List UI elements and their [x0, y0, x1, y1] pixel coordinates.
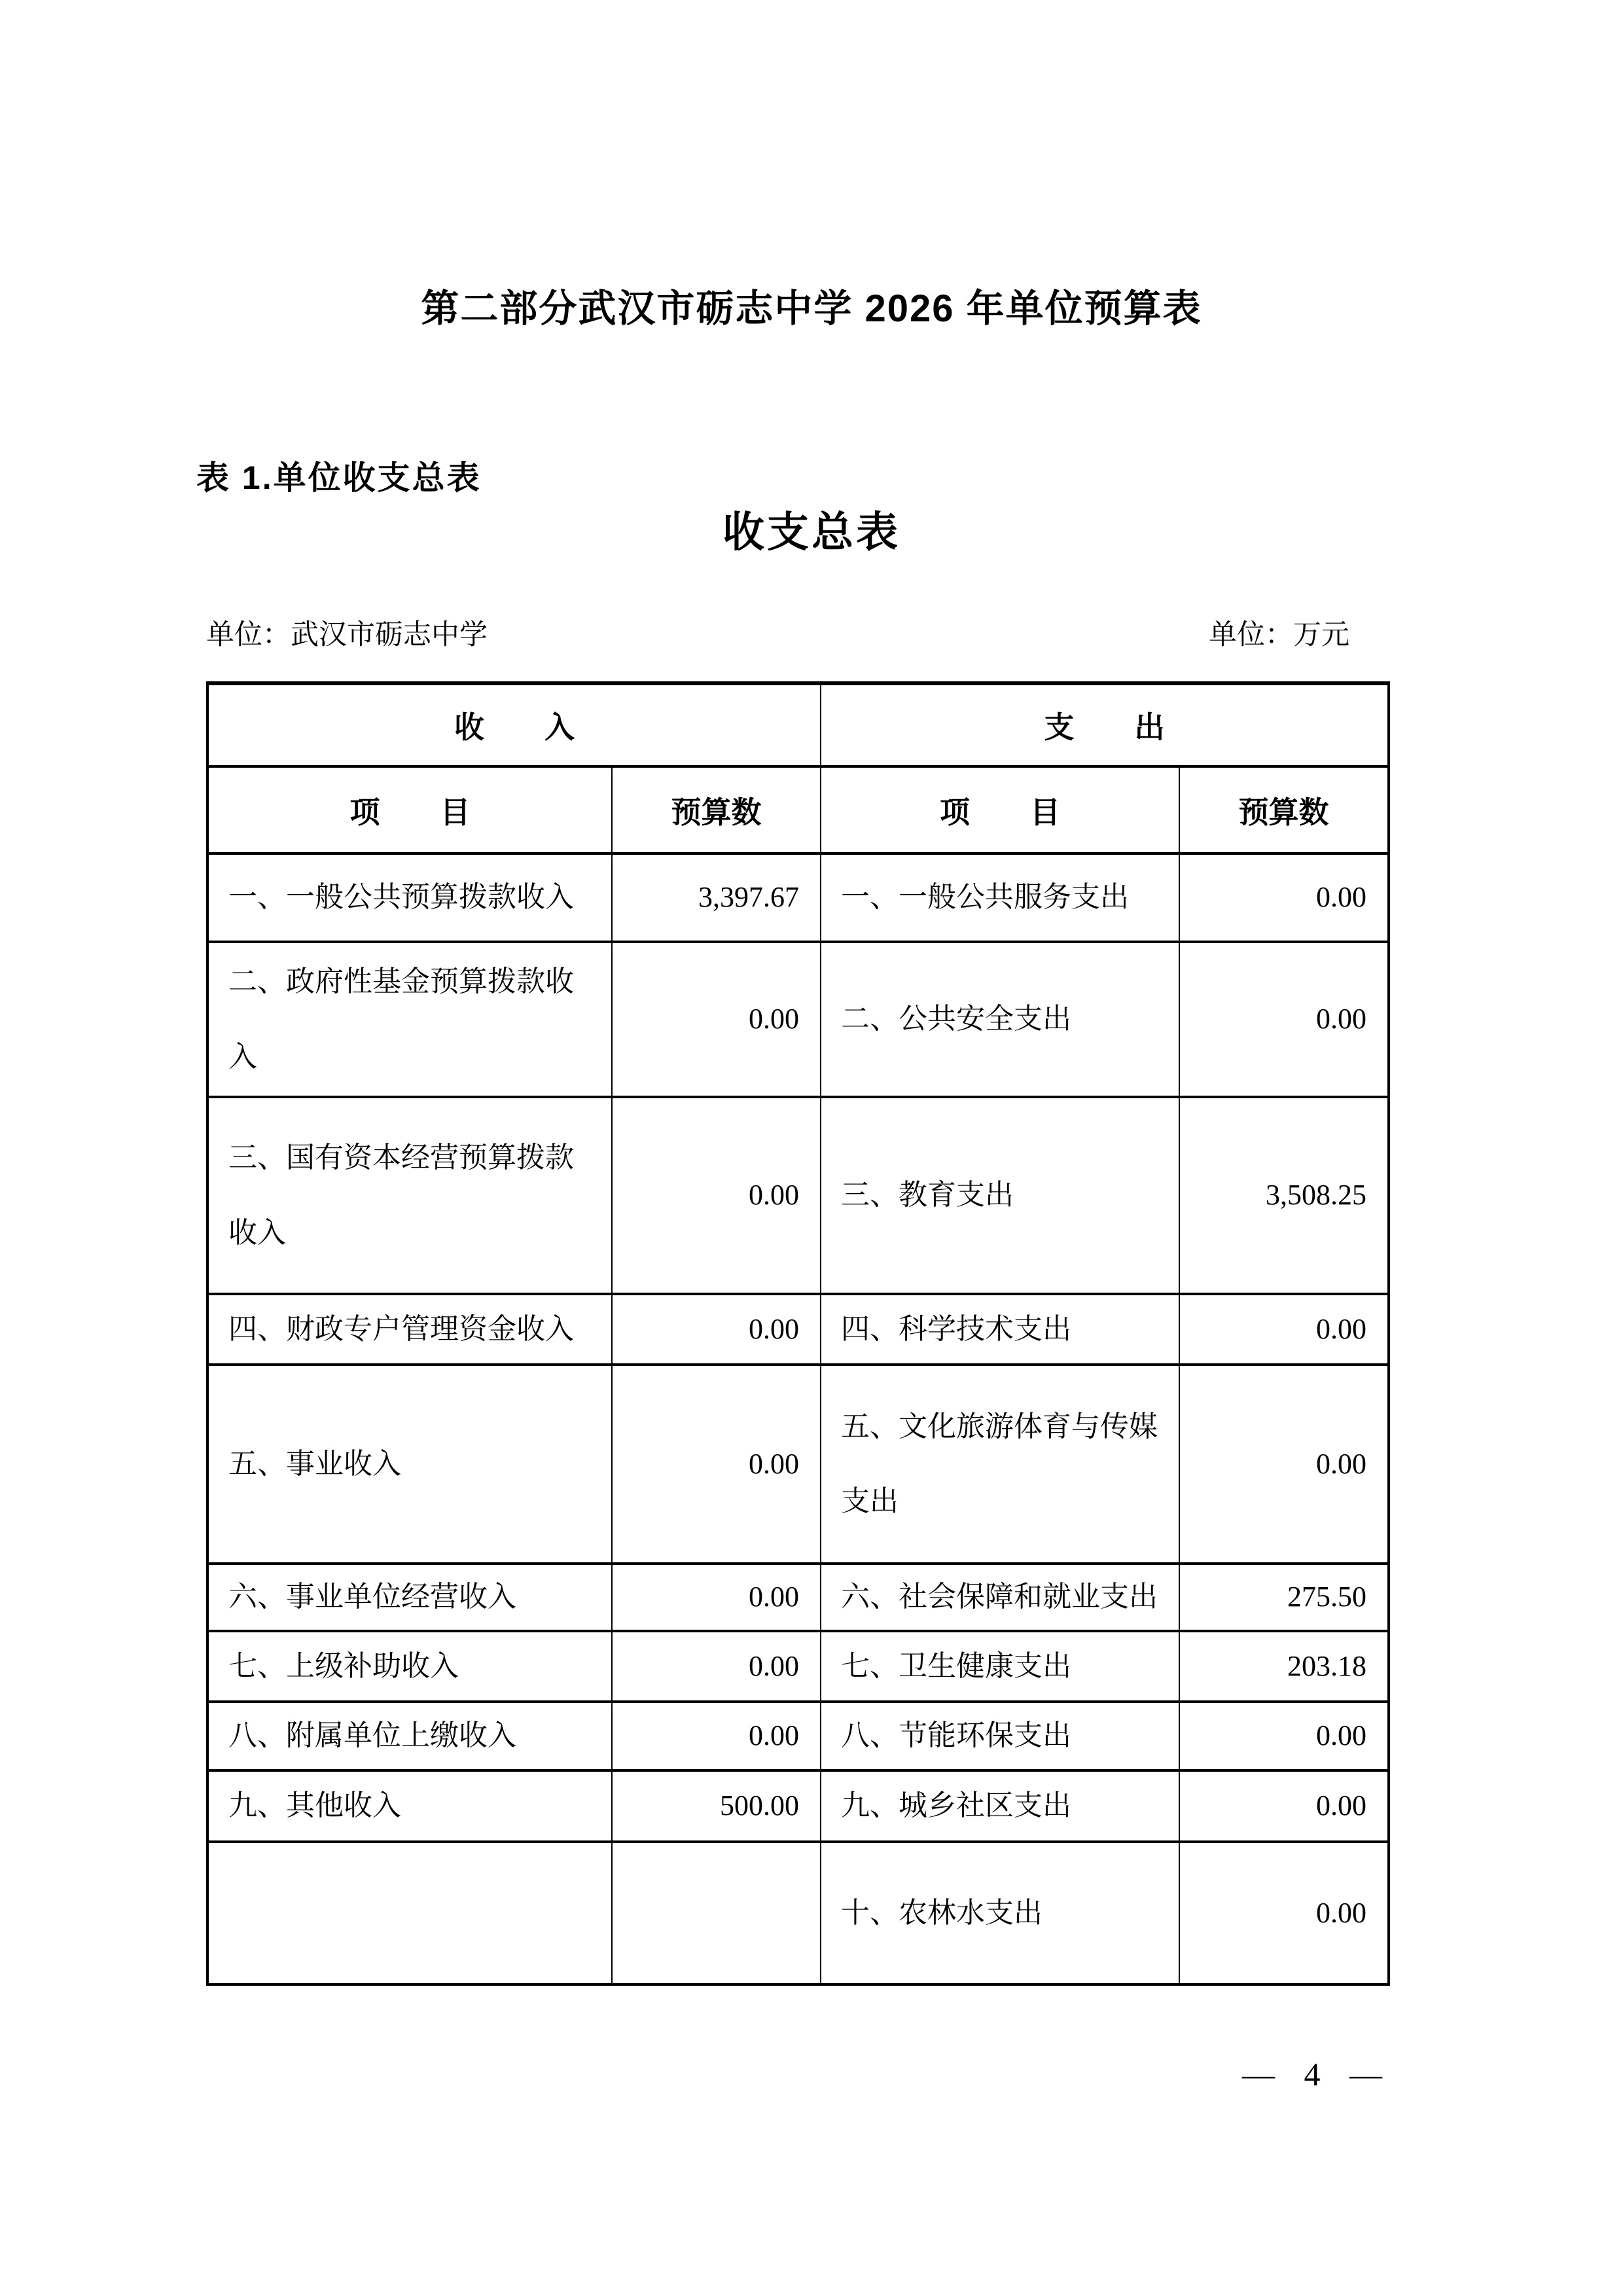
expense-value-cell: 275.50	[1287, 1581, 1366, 1613]
expense-item-cell: 一、一般公共服务支出	[821, 855, 1180, 941]
unit-currency: 单位：万元	[1209, 620, 1349, 651]
expense-value-cell: 3,508.25	[1266, 1179, 1366, 1211]
expense-budget-header: 预算数	[1238, 795, 1329, 829]
table-column-header-row	[209, 768, 1387, 855]
income-item-header: 项 目	[209, 768, 613, 852]
income-value-cell: 0.00	[613, 943, 821, 1096]
income-value-cell: 0.00	[613, 1098, 821, 1293]
income-value-cell: 0.00	[613, 1366, 821, 1562]
expense-item-cell: 九、城乡社区支出	[821, 1772, 1180, 1840]
expense-group-header: 支 出	[1044, 710, 1165, 744]
expense-value-cell: 0.00	[1316, 1719, 1366, 1752]
income-budget-header: 预算数	[613, 768, 821, 852]
table-row	[209, 1703, 1387, 1772]
income-value-cell: 0.00	[613, 1703, 821, 1769]
income-item-cell: 三、国有资本经营预算拨款收入	[209, 1098, 613, 1293]
income-value-cell: 0.00	[613, 1295, 821, 1363]
expense-item-cell: 八、节能环保支出	[821, 1703, 1180, 1769]
expense-value-cell: 0.00	[1316, 1003, 1366, 1035]
table-row	[209, 1295, 1387, 1366]
income-item-cell	[209, 1843, 613, 1983]
page-number: — 4 —	[1242, 2056, 1393, 2092]
income-item-cell: 七、上级补助收入	[209, 1632, 613, 1700]
table-row	[209, 1565, 1387, 1632]
unit-name: 单位：武汉市砺志中学	[206, 620, 488, 651]
expense-item-cell: 二、公共安全支出	[821, 943, 1180, 1096]
expense-item-cell: 四、科学技术支出	[821, 1295, 1180, 1363]
expense-value-cell: 0.00	[1316, 1312, 1366, 1345]
table-header-group-row	[209, 685, 1387, 768]
table-row	[209, 1772, 1387, 1843]
income-item-cell: 二、政府性基金预算拨款收入	[209, 943, 613, 1096]
income-value-cell: 0.00	[613, 1565, 821, 1630]
income-item-cell: 六、事业单位经营收入	[209, 1565, 613, 1630]
table-row	[209, 855, 1387, 943]
income-item-cell: 九、其他收入	[209, 1772, 613, 1840]
income-value-cell: 3,397.67	[613, 855, 821, 941]
income-item-cell: 八、附属单位上缴收入	[209, 1703, 613, 1769]
table-row	[209, 1843, 1387, 1983]
income-item-cell: 一、一般公共预算拨款收入	[209, 855, 613, 941]
expense-item-header: 项 目	[821, 768, 1180, 852]
income-group-header: 收 入	[209, 685, 821, 765]
expense-value-cell: 0.00	[1316, 1789, 1366, 1822]
income-item-cell: 五、事业收入	[209, 1366, 613, 1562]
table-row	[209, 943, 1387, 1098]
income-value-cell: 500.00	[613, 1772, 821, 1840]
expense-item-cell: 三、教育支出	[821, 1098, 1180, 1293]
expense-value-cell: 0.00	[1316, 1447, 1366, 1480]
expense-item-cell: 五、文化旅游体育与传媒支出	[821, 1366, 1180, 1562]
expense-item-cell: 六、社会保障和就业支出	[821, 1565, 1180, 1630]
table-row	[209, 1366, 1387, 1565]
part-title: 第二部分武汉市砺志中学 2026 年单位预算表	[421, 287, 1202, 330]
unit-line	[206, 613, 1390, 653]
table-label: 表 1.单位收支总表	[196, 459, 482, 496]
table-row	[209, 1632, 1387, 1703]
expense-item-cell: 七、卫生健康支出	[821, 1632, 1180, 1700]
table-row	[209, 1098, 1387, 1295]
expense-item-cell: 十、农林水支出	[821, 1843, 1180, 1983]
expense-value-cell: 0.00	[1316, 1896, 1366, 1929]
budget-summary-table	[206, 681, 1390, 1986]
income-value-cell	[613, 1843, 821, 1983]
income-value-cell: 0.00	[613, 1632, 821, 1700]
expense-value-cell: 0.00	[1316, 881, 1366, 914]
expense-value-cell: 203.18	[1287, 1649, 1366, 1682]
income-item-cell: 四、财政专户管理资金收入	[209, 1295, 613, 1363]
table-title: 收支总表	[722, 509, 901, 556]
